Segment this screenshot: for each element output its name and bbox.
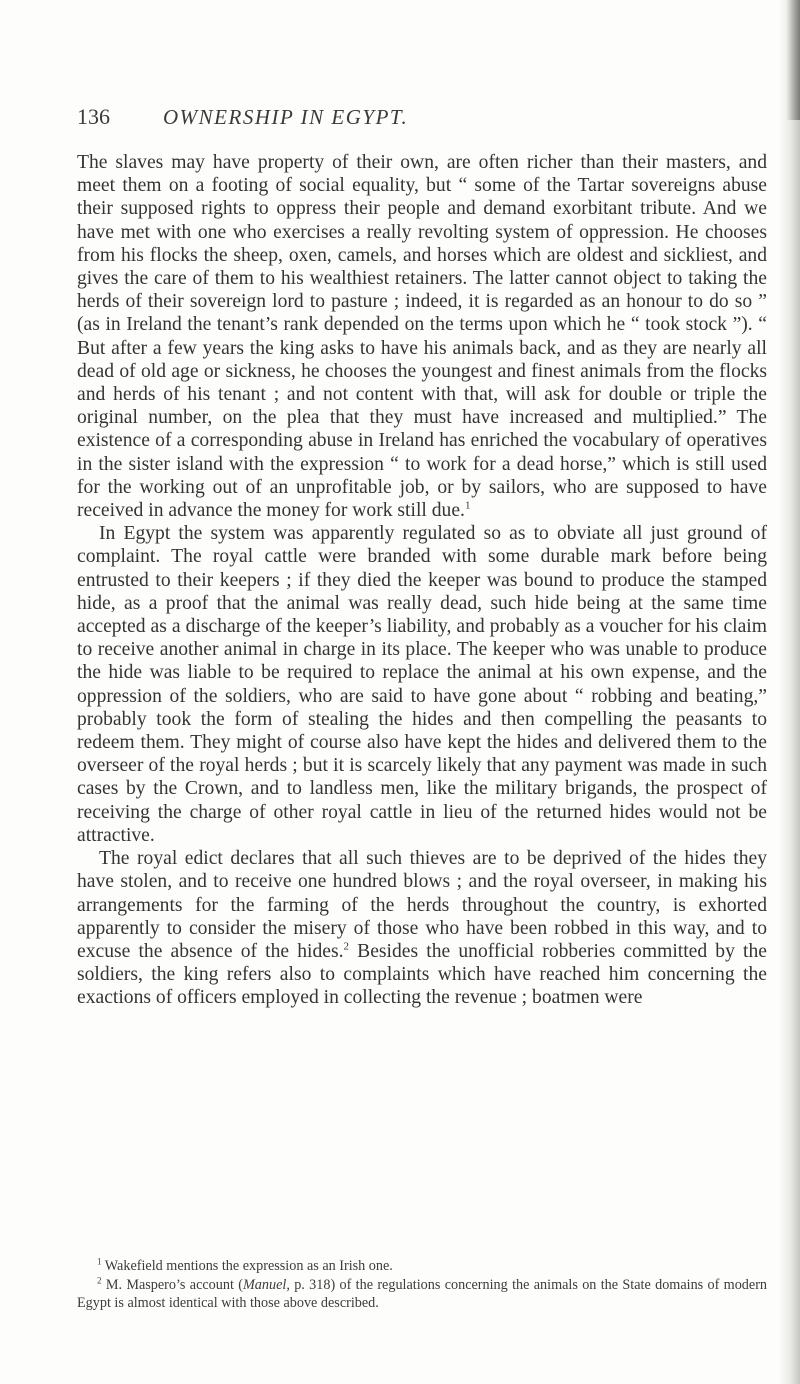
paragraph-2: [77, 522, 767, 847]
footnotes: [77, 1257, 767, 1313]
running-head: OWNERSHIP IN EGYPT.: [163, 105, 409, 129]
footnote-2-text-after: , p. 318) of the regulations concerning the animals on the State domains of modern Egypt is almost identical with those above described.: [77, 1276, 768, 1311]
page-edge-shadow: [778, 0, 800, 1384]
paragraph-1: [77, 151, 767, 522]
footnote-ref-2: 2: [343, 940, 350, 953]
footnote-2: [77, 1276, 767, 1313]
footnote-1-text: Wakefield mentions the expression as an Irish one.: [104, 1258, 393, 1274]
footnote-1: [77, 1257, 767, 1276]
page-edge-dark-corner: [786, 0, 800, 120]
paragraph-3-text-after: Besides the unofficial robberies committed by the soldiers, the king refers also to complaints which have reached him concerning the exactions of officers employed in collecting the revenue ; boatmen were: [77, 940, 767, 1009]
footnote-2-text-before: M. Maspero’s account (: [105, 1276, 243, 1293]
paragraph-1-text: The slaves may have property of their own, are often richer than their masters, and meet them on a footing of social equality, but “ some of the Tartar sovereigns abuse their supposed rights to oppress their people and demand exorbitant tribute. And we have met with one who exercises a really revolting system of oppression. He chooses from his flocks the sheep, oxen, camels, and horses which are oldest and sickliest, and gives the care of them to his wealthiest retainers. The latter cannot object to taking the herds of their sovereign lord to pasture ; indeed, it is regarded as an honour to do so ” (as in Ireland the tenant’s rank depended on the terms upon which he “ took stock ”). “ But after a few years the king asks to have his animals back, and as they are nearly all dead of old age or sickness, he chooses the youngest and finest animals from the flocks and herds of his tenant ; and not content with that, will ask for double or triple the original number, on the plea that they must have increased and multiplied.” The existence of a corresponding abuse in Ireland has enriched the vocabulary of operatives in the sister island with the expression “ to work for a dead horse,” which is still used for the working out of an unprofitable job, or by sailors, who are supposed to have received in advance the money for work still due.: [77, 152, 767, 522]
paragraph-3: [77, 847, 767, 1009]
page-number: 136: [77, 104, 110, 129]
body-text: [77, 151, 767, 1010]
paragraph-2-text: In Egypt the system was apparently regulated so as to obviate all just ground of complaint. The royal cattle were branded with some durable mark before being entrusted to their keepers ; if they died the keeper was bound to produce the stamped hide, as a proof that the animal was really dead, such hide being at the same time accepted as a discharge of the keeper’s liability, and probably as a voucher for his claim to receive another animal in charge in its place. The keeper who was unable to produce the hide was liable to be required to replace the animal at his own expense, and the oppression of the soldiers, who are said to have gone about “ robbing and beating,” probably took the form of stealing the hides and then compelling the peasants to redeem them. They might of course also have kept the hides and delivered them to the overseer of the royal herds ; but it is scarcely likely that any payment was made in such cases by the Crown, and to landless men, like the military brigands, the prospect of receiving the charge of other royal cattle in lieu of the returned hides would not be attractive.: [77, 523, 767, 846]
footnote-1-mark: 1: [97, 1256, 102, 1267]
footnote-ref-1: 1: [464, 499, 471, 512]
footnote-2-italic-title: Manuel: [242, 1276, 287, 1293]
page-header: [77, 100, 767, 134]
footnote-2-mark: 2: [97, 1274, 102, 1285]
paragraph-3-text-before: The royal edict declares that all such thieves are to be deprived of the hides they have stolen, and to receive one hundred blows ; and the royal overseer, in making his arrangements for the farming of the herds throughout the country, is exhorted apparently to consider the misery of those who have been robbed in this way, and to excuse the absence of the hides.: [77, 848, 767, 962]
